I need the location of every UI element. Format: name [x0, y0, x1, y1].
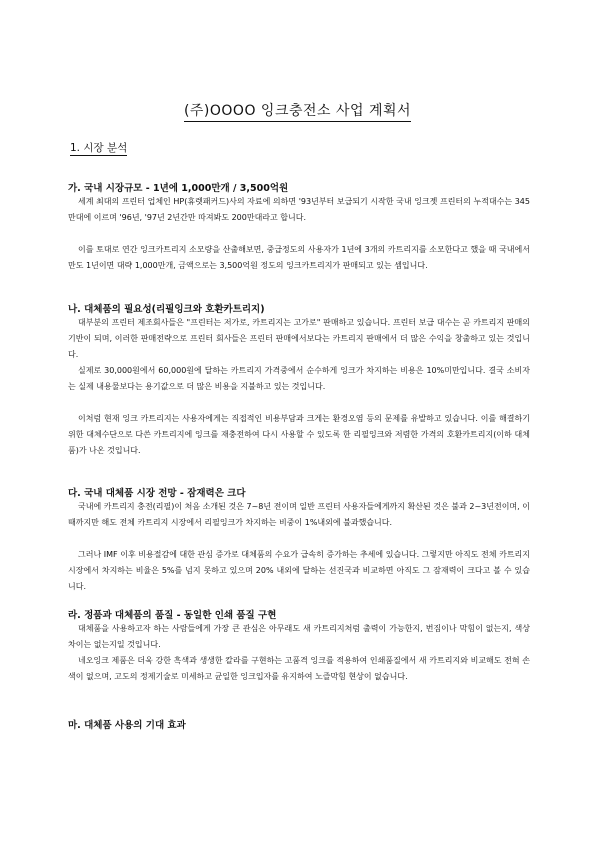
paragraph: 국내에 카트리지 충전(리필)이 처음 소개된 것은 7~8년 전이며 일반 프린터 사용자들에게까지 확산된 것은 불과 2~3년전이며, 이때까지만 해도 전체 카트리지 시장에서 리필잉크가 차지하는 비중이 1%내외에 불과했습니다.	[68, 502, 530, 527]
document-title-text: (주)OOOO 잉크충전소 사업 계획서	[184, 103, 411, 122]
paragraph: 이를 토대로 연간 잉크카트리지 소모량을 산출해보면, 중급정도의 사용자가 1년에 3개의 카트리지를 소모한다고 했을 때 국내에서만도 1년이면 대략 1,000만개, 금액으로는 3,500억원 정도의 잉크카트리지가 판매되고 있는 셈입니다.	[68, 245, 530, 270]
section-heading-text: 1. 시장 분석	[70, 142, 128, 154]
paragraph: 네오잉크 제품은 더욱 강한 흑색과 생생한 칼라를 구현하는 고품격 잉크를 적용하여 인쇄품질에서 새 카트리지와 비교해도 전혀 손색이 없으며, 고도의 정제기술로 미세하고 균일한 잉크입자를 유지하여 노즐막힘 현상이 없습니다.	[68, 656, 530, 681]
paragraph: 그러나 IMF 이후 비용절감에 대한 관심 증가로 대체품의 수요가 급속히 증가하는 추세에 있습니다. 그렇지만 아직도 전체 카트리지 시장에서 차지하는 비율은 5%를 넘지 못하고 있으며 20% 내외에 달하는 선진국과 비교하면 아직도 그 잠재력이 크다고 볼 수 있습니다.	[68, 550, 530, 591]
subsection-heading-market-size: 가. 국내 시장규모 - 1년에 1,000만개 / 3,500억원	[68, 183, 289, 194]
subsection-heading-outlook: 다. 국내 대체품 시장 전망 - 잠재력은 크다	[68, 488, 246, 499]
paragraph: 대부분의 프린터 제조회사들은 "프린터는 저가로, 카트리지는 고가로" 판매하고 있습니다. 프린터 보급 대수는 곧 카트리지 판매의 기반이 되며, 이러한 판매전략으로 프린터 회사들은 프린터 판매에서보다는 카트리지 판매에서 더 많은 수익을 창출하고 있는 것입니다.	[68, 318, 530, 359]
paragraph: 이처럼 현재 잉크 카트리지는 사용자에게는 직접적인 비용부담과 크게는 환경오염 등의 문제를 유발하고 있습니다. 이를 해결하기 위한 대체수단으로 다쓴 카트리지에 잉크를 재충전하여 다시 사용할 수 있도록 한 리필잉크와 저렴한 가격의 호환카트리지(이하 대체품)가 나온 것입니다.	[68, 414, 530, 455]
subsection-heading-expected-effects: 마. 대체품 사용의 기대 효과	[68, 720, 186, 731]
document-title	[0, 100, 595, 120]
paragraph: 실제로 30,000원에서 60,000원에 달하는 카트리지 가격중에서 순수하게 잉크가 차지하는 비용은 10%미만입니다. 결국 소비자는 실제 내용물보다는 용기값으로 더 많은 비용을 지불하고 있는 것입니다.	[68, 366, 530, 391]
section-heading-market-analysis	[70, 140, 127, 155]
paragraph: 세계 최대의 프린터 업체인 HP(휴렛패커드)사의 자료에 의하면 '93년부터 보급되기 시작한 국내 잉크젯 프린터의 누적대수는 345만대에 이르며 '96년, '97년 2년간만 따져봐도 200만대라고 합니다.	[68, 197, 530, 222]
subsection-heading-quality: 라. 정품과 대체품의 품질 - 동일한 인쇄 품질 구현	[68, 610, 277, 621]
paragraph: 대체품을 사용하고자 하는 사람들에게 가장 큰 관심은 아무래도 새 카트리지처럼 출력이 가능한지, 번짐이나 막힘이 없는지, 색상 차이는 없는지일 것입니다.	[68, 624, 530, 649]
subsection-heading-substitutes: 나. 대체품의 필요성(리필잉크와 호환카트리지)	[68, 304, 265, 315]
